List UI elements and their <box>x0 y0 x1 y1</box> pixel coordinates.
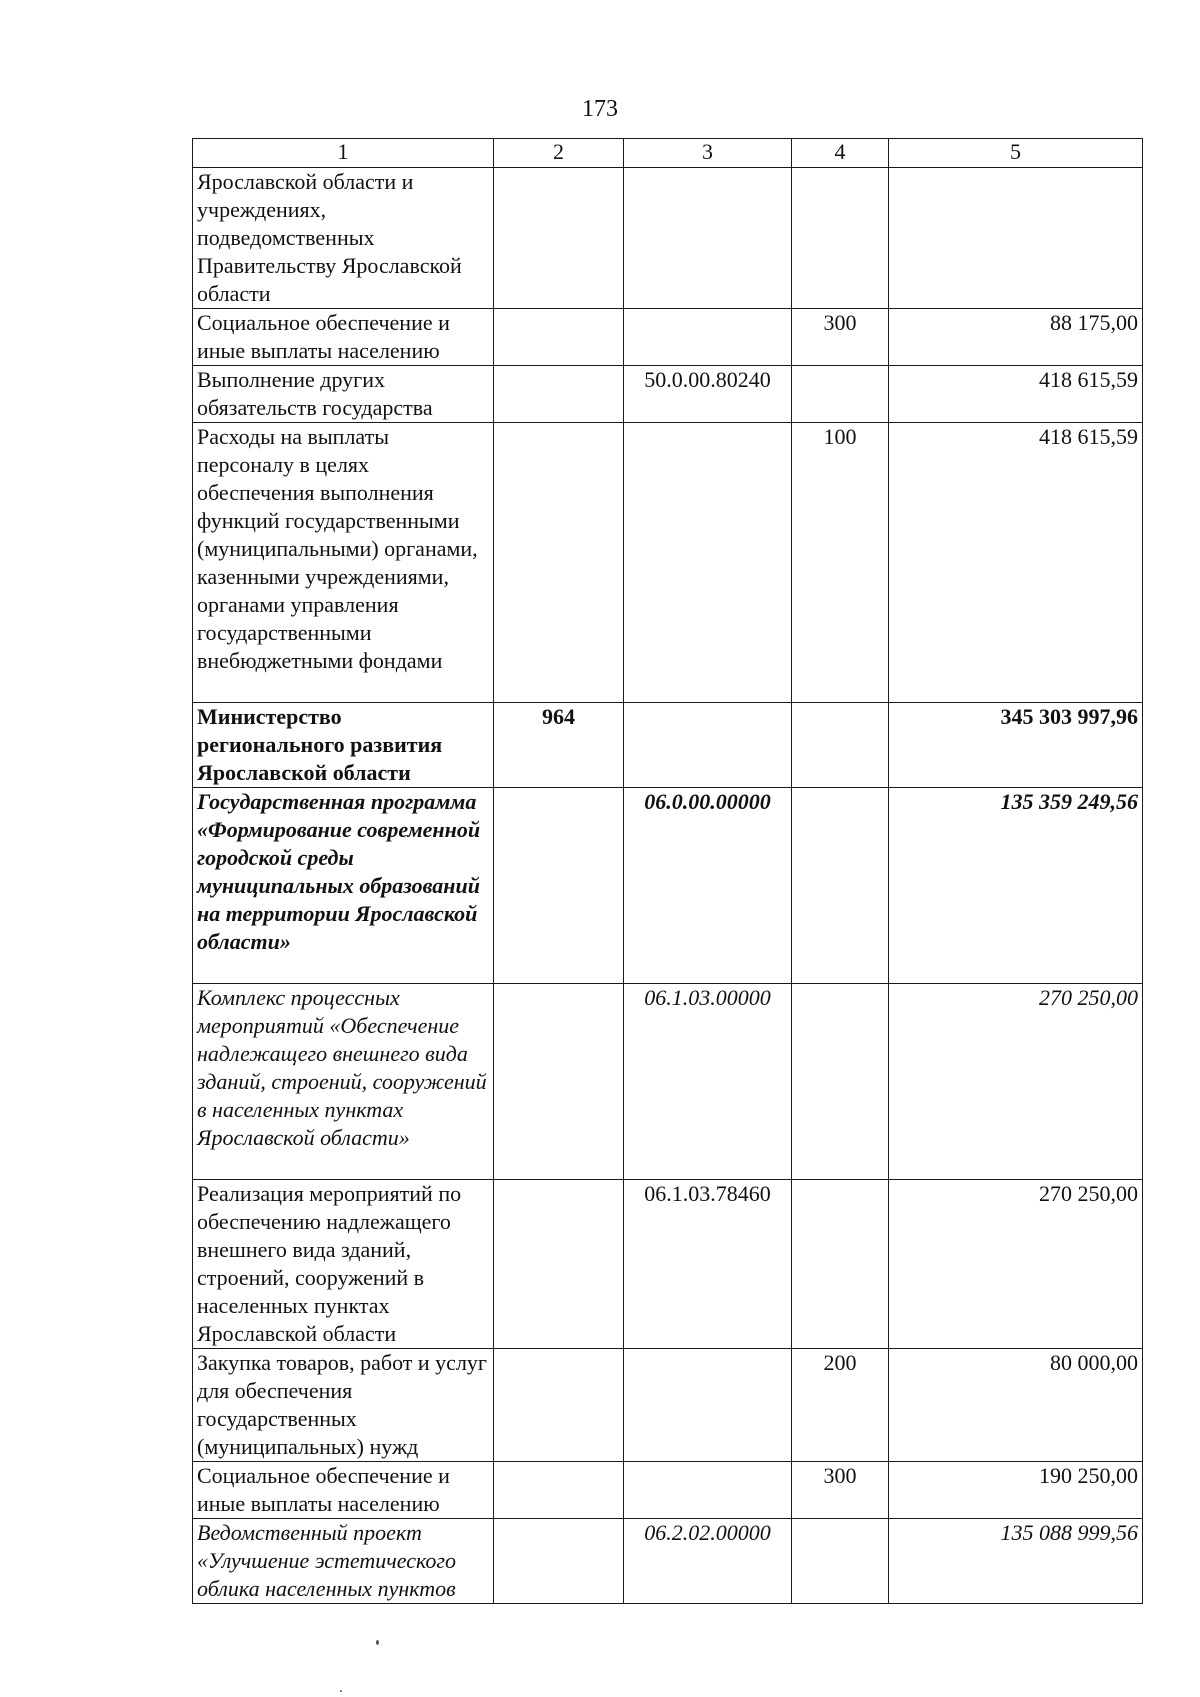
column-header: 3 <box>624 139 792 168</box>
cell-amount: 418 615,59 <box>889 366 1143 423</box>
cell-target-code <box>624 168 792 309</box>
cell-target-code <box>624 423 792 703</box>
budget-table-container <box>192 138 1142 1604</box>
cell-expense-type <box>792 703 889 788</box>
cell-target-code: 06.1.03.78460 <box>624 1180 792 1349</box>
cell-amount <box>889 168 1143 309</box>
cell-expense-type <box>792 1180 889 1349</box>
cell-expense-type <box>792 1519 889 1604</box>
cell-target-code <box>624 1462 792 1519</box>
cell-target-code <box>624 309 792 366</box>
cell-target-code <box>624 703 792 788</box>
budget-table <box>192 138 1143 1604</box>
cell-target-code: 06.0.00.00000 <box>624 788 792 984</box>
cell-dept-code <box>494 366 624 423</box>
table-row <box>193 168 1143 309</box>
cell-amount: 88 175,00 <box>889 309 1143 366</box>
cell-name: Выполнение других обязательств государства <box>193 366 494 423</box>
cell-expense-type: 200 <box>792 1349 889 1462</box>
table-row <box>193 1519 1143 1604</box>
cell-amount: 190 250,00 <box>889 1462 1143 1519</box>
page-number: 173 <box>582 96 618 122</box>
cell-name: Социальное обеспечение и иные выплаты населению <box>193 1462 494 1519</box>
cell-name: Ведомственный проект «Улучшение эстетического облика населенных пунктов <box>193 1519 494 1604</box>
cell-expense-type: 100 <box>792 423 889 703</box>
table-header-row <box>193 139 1143 168</box>
cell-target-code: 06.1.03.00000 <box>624 984 792 1180</box>
cell-dept-code <box>494 788 624 984</box>
table-row <box>193 1180 1143 1349</box>
cell-expense-type: 300 <box>792 309 889 366</box>
cell-amount: 270 250,00 <box>889 984 1143 1180</box>
scan-speck <box>340 1690 342 1692</box>
cell-name: Государственная программа «Формирование современной городской среды муниципальных образований на территории Ярославской области» <box>193 788 494 984</box>
cell-name: Ярославской области и учреждениях, подведомственных Правительству Ярославской области <box>193 168 494 309</box>
cell-name: Реализация мероприятий по обеспечению надлежащего внешнего вида зданий, строений, сооружений в населенных пунктах Ярославской области <box>193 1180 494 1349</box>
cell-name: Расходы на выплаты персоналу в целях обеспечения выполнения функций государственными (муниципальными) органами, казенными учреждениями, органами управления государственными внебюджетными фондами <box>193 423 494 703</box>
cell-target-code <box>624 1349 792 1462</box>
column-header: 5 <box>889 139 1143 168</box>
cell-dept-code <box>494 423 624 703</box>
cell-target-code: 06.2.02.00000 <box>624 1519 792 1604</box>
table-row <box>193 1349 1143 1462</box>
column-header: 4 <box>792 139 889 168</box>
cell-name: Социальное обеспечение и иные выплаты населению <box>193 309 494 366</box>
column-header: 2 <box>494 139 624 168</box>
cell-dept-code <box>494 1462 624 1519</box>
cell-amount: 345 303 997,96 <box>889 703 1143 788</box>
cell-amount: 80 000,00 <box>889 1349 1143 1462</box>
table-row <box>193 366 1143 423</box>
cell-expense-type <box>792 788 889 984</box>
table-row <box>193 309 1143 366</box>
cell-amount: 418 615,59 <box>889 423 1143 703</box>
column-header: 1 <box>193 139 494 168</box>
scan-speck <box>376 1640 379 1645</box>
table-row <box>193 703 1143 788</box>
cell-amount: 270 250,00 <box>889 1180 1143 1349</box>
table-row <box>193 423 1143 703</box>
cell-dept-code: 964 <box>494 703 624 788</box>
cell-dept-code <box>494 1349 624 1462</box>
cell-dept-code <box>494 309 624 366</box>
cell-expense-type <box>792 366 889 423</box>
cell-target-code: 50.0.00.80240 <box>624 366 792 423</box>
cell-expense-type <box>792 168 889 309</box>
cell-dept-code <box>494 1519 624 1604</box>
cell-dept-code <box>494 168 624 309</box>
cell-dept-code <box>494 1180 624 1349</box>
cell-expense-type <box>792 984 889 1180</box>
cell-name: Министерство регионального развития Ярославской области <box>193 703 494 788</box>
cell-amount: 135 359 249,56 <box>889 788 1143 984</box>
cell-expense-type: 300 <box>792 1462 889 1519</box>
table-row <box>193 1462 1143 1519</box>
cell-dept-code <box>494 984 624 1180</box>
cell-name: Комплекс процессных мероприятий «Обеспечение надлежащего внешнего вида зданий, строений, сооружений в населенных пунктах Ярославской области» <box>193 984 494 1180</box>
table-row <box>193 788 1143 984</box>
table-row <box>193 984 1143 1180</box>
cell-amount: 135 088 999,56 <box>889 1519 1143 1604</box>
cell-name: Закупка товаров, работ и услуг для обеспечения государственных (муниципальных) нужд <box>193 1349 494 1462</box>
